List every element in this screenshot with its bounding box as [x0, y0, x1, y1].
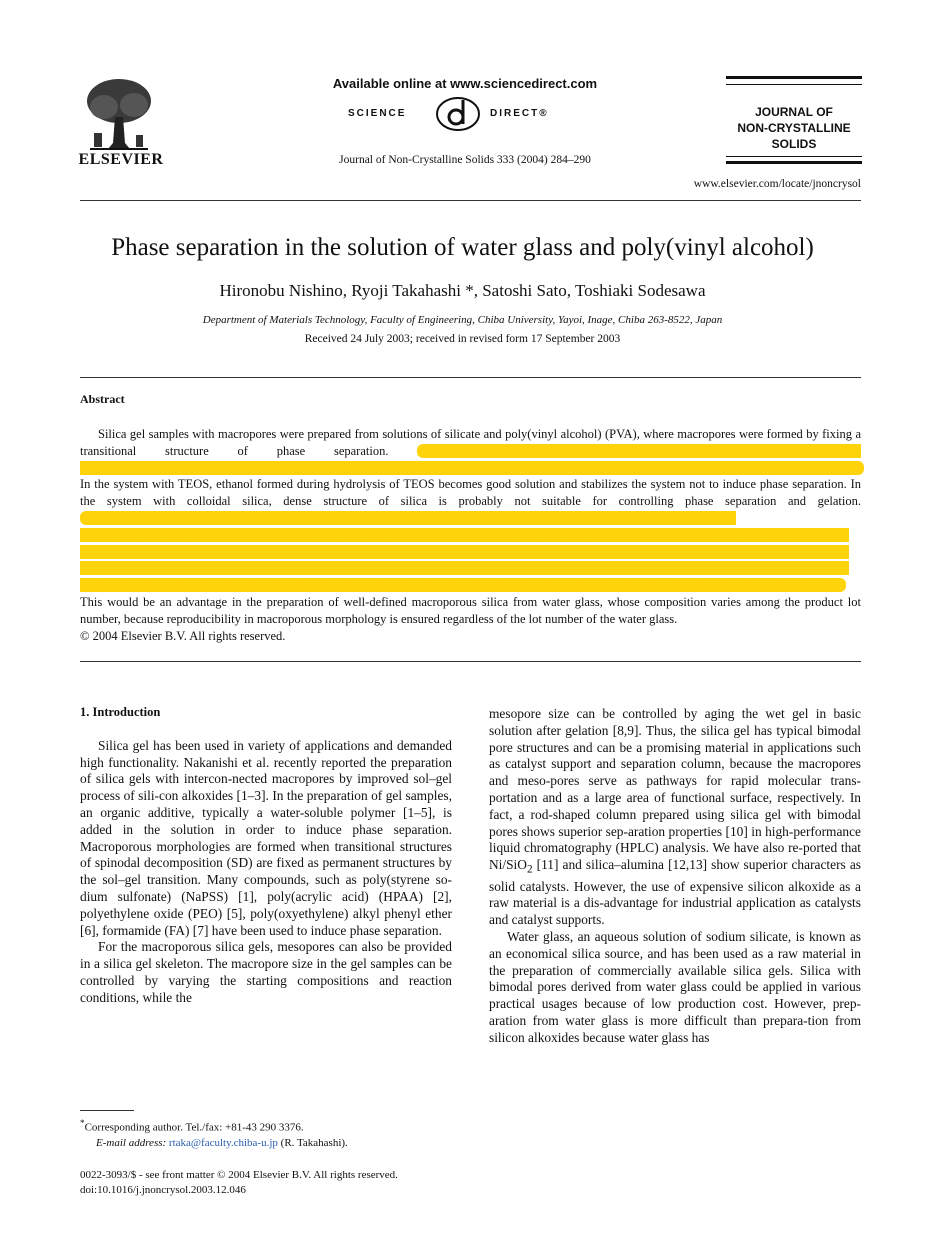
journal-rule-top [726, 76, 862, 79]
journal-url[interactable]: www.elsevier.com/locate/jnoncrysol [693, 178, 861, 190]
abstract-part2: In the system with TEOS, ethanol formed during hydrolysis of TEOS becomes good solution and stabilizes the system not to induce phase separation. In the system with colloidal silica, dense structure of silica is probably not suitable for controlling phase separation and gelation. [80, 477, 861, 509]
highlight-redaction: xxxxxxxxxxxxxxxxxxxxxxxxxxxxxxxxxxxxxxxxxxxxxxxxxxxxxxxxxxxxxxxxxxxxxxx xxxxxxxxxxxxxxxxxxxxxxxxxxxxxxxxxxxxxxxxxxxxxxxxxxxxxxxxxxxxxxxxxxxxxxxxxxxxxxxxxxxxxxxxxxxxxxxxxxxxxxxxxxxxxxxxxxxxxxxxxxxxx. [80, 443, 865, 475]
journal-rule-bottom-thin [726, 156, 862, 157]
abstract-top-divider [80, 377, 861, 378]
footnote-email-label: E-mail address: [96, 1136, 167, 1149]
intro-paragraph-1: Silica gel has been used in variety of applications and demanded high functionality. Nakanishi et al. recently reported the preparation of silica gels with intercon-nected macropores by improved sol–gel process of sili-con alkoxides [1–3]. In the preparation of gel samples, an organic additive, typically a water-soluble polymer [1–5], is added in the solution in order to induce phase separation. Macroporous morphologies are formed when transitional structures of spinodal decomposition (SD) are fixed as permanent structures by the sol–gel transition. Many compounds, such as poly(styrene so-dium sulfonate) (NaPSS) [1], poly(acrylic acid) (HPAA) [2], polyethylene oxide (PEO) [5], poly(oxyethylene) alkyl phenyl ether [6], formamide (FA) [7] have been used to induce phase separation. [80, 737, 452, 938]
footnote-email-link[interactable]: rtaka@faculty.chiba-u.jp [168, 1136, 278, 1149]
footnote [80, 1116, 452, 1151]
footnote-star: * [80, 1118, 85, 1128]
left-column [80, 704, 452, 1007]
abstract-part1: Silica gel samples with macropores were prepared from solutions of silicate and poly(vinyl alcohol) (PVA), where macropores were formed by fixing a transitional structure of phase separation. [80, 427, 861, 458]
abstract-copyright: © 2004 Elsevier B.V. All rights reserved. [80, 628, 286, 643]
journal-title-line2: NON-CRYSTALLINE SOLIDS [737, 121, 851, 151]
journal-title [726, 104, 862, 152]
journal-title-block [726, 76, 862, 166]
issn-line: 0022-3093/$ - see front matter © 2004 Elsevier B.V. All rights reserved. [80, 1169, 398, 1181]
abstract-heading: Abstract [80, 392, 125, 406]
intro-paragraph-4: Water glass, an aqueous solution of sodium silicate, is known as an economical silica source, and has been used as a raw material in the preparation of commercially available silica gels. Silica with bimodal pores derived from water glass could be applied in various practical usages because of low production cost. However, prep-aration from water glass is more difficult than prepara-tion from silicon alkoxides because water glass has [489, 929, 861, 1045]
abstract-part3: This would be an advantage in the preparation of well-defined macroporous silica from water glass, whose composition varies among the product lot number, because reproducibility in macroporous morphology is ensured regardless of the lot number of the water glass. [80, 594, 861, 626]
sd-right-text: DIRECT® [490, 108, 549, 119]
section-heading-introduction: 1. Introduction [80, 705, 161, 719]
footnote-email-line [80, 1136, 452, 1151]
article-affiliation: Department of Materials Technology, Faculty of Engineering, Chiba University, Yayoi, Inage, Chiba 263-8522, Japan [202, 314, 723, 326]
footnote-rule [80, 1110, 134, 1111]
intro-paragraph-2: For the macroporous silica gels, mesopores can also be provided in a silica gel skeleton. The macropore size in the gel samples can be controlled by varying the starting compositions and reaction conditions, while the [80, 939, 452, 1005]
article-authors: Hironobu Nishino, Ryoji Takahashi *, Satoshi Sato, Toshiaki Sodesawa [219, 281, 706, 300]
highlight-redaction-long: xxxxxxxxxxxxxxxxxxxxxxxxxxxxxxxxxxxxxxxxxxxxxxxxxxxxxxxxxxxxxxxxxxxxxxxxxxxxxxxxxxxxxxxxxxxxxxxxxxxxxxxxx xxxxxxxxxxxxxxxxxxxxxxxxxxxxxxxxxxxxxxxxxxxxxxxxxxxxxxxxxxxxxxxxxxxxxxxxxxxxxxxxxxxxxxxxxxxxxxxxxxxxxxxxxxxxxxxxxxxxxxxxxxx xxxxxxxxxxxxxxxxxxxxxxxxxxxxxxxxxxxxxxxxxxxxxxxxxxxxxxxxxxxxxxxxxxxxxxxxxxxxxxxxxxxxxxxxxxxxxxxxxxxxxxxxxxxxxxxxxxxxxxxxxxx xxxxxxxxxxxxxxxxxxxxxxxxxxxxxxxxxxxxxxxxxxxxxxxxxxxxxxxxxxxxxxxxxxxxxxxxxxxxxxxxxxxxxxxxxxxxxxxxxxxxxxxxxxxxxxxxxxxxxxxxxxx xxxxxxxxxxxxxxxxxxxxxxxxxxxxxxxxxxxxxxxxxxxxxxxxxxxxxxxxxxxxxxxxxxxxxxxxxxxxxxxxxxxxxxxxxxxxxxxxxxxxxxxxxxxxxxxxxxxxxxxxxx. [80, 510, 849, 593]
article-received: Received 24 July 2003; received in revised form 17 September 2003 [304, 333, 621, 345]
header-divider [80, 200, 861, 201]
front-matter [80, 1168, 500, 1198]
footnote-corresponding [80, 1116, 452, 1136]
intro-p3-tail: [11] and silica–alumina [12,13] show superior characters as solid catalysts. However, the use of expensive silicon alkoxide as a raw material is a dis-advantage for industrial application as catalysts and catalyst supports. [489, 857, 861, 928]
sciencedirect-logo [330, 96, 610, 132]
abstract-paragraph [80, 426, 865, 628]
journal-title-line1: JOURNAL OF [755, 105, 833, 119]
sciencedirect-emblem-icon [434, 96, 482, 132]
chem-subscript: 2 [526, 863, 533, 876]
abstract-body [80, 426, 865, 644]
elsevier-logo [78, 75, 164, 175]
intro-p3-text: mesopore size can be controlled by aging the wet gel in basic solution after gelation [8,9]. Thus, the silica gel has typical bimodal pore structures and can be a promising material in applications such as catalyst support and separation column, because the macropores and meso-pores serve as pathways for rapid molecular trans-portation and as a large area of functional surface, respectively. In fact, a rod-shaped column prepared using silica gel with bimodal pores shows superior sep-aration properties [10] in high-performance liquid chromatography (HPLC) analysis. We have also re-ported that [489, 706, 861, 856]
right-column [489, 706, 861, 1047]
abstract-bottom-divider [80, 661, 861, 662]
journal-citation: Journal of Non-Crystalline Solids 333 (2004) 284–290 [339, 154, 591, 166]
journal-rule-top-thin [726, 84, 862, 85]
available-online-text: Available online at www.sciencedirect.com [332, 76, 598, 91]
intro-paragraph-3 [489, 706, 861, 929]
doi-line: doi:10.1016/j.jnoncrysol.2003.12.046 [80, 1184, 246, 1196]
elsevier-tree-icon [84, 77, 154, 151]
sd-left-text: SCIENCE [348, 108, 407, 119]
journal-rule-bottom [726, 161, 862, 164]
footnote-corresponding-text: Corresponding author. Tel./fax: +81-43 290 3376. [84, 1121, 304, 1134]
article-title: Phase separation in the solution of water glass and poly(vinyl alcohol) [111, 234, 814, 261]
footnote-email-tail: (R. Takahashi). [280, 1136, 348, 1149]
chem-formula: Ni/SiO [489, 857, 527, 873]
publisher-name: ELSEVIER [78, 151, 164, 168]
